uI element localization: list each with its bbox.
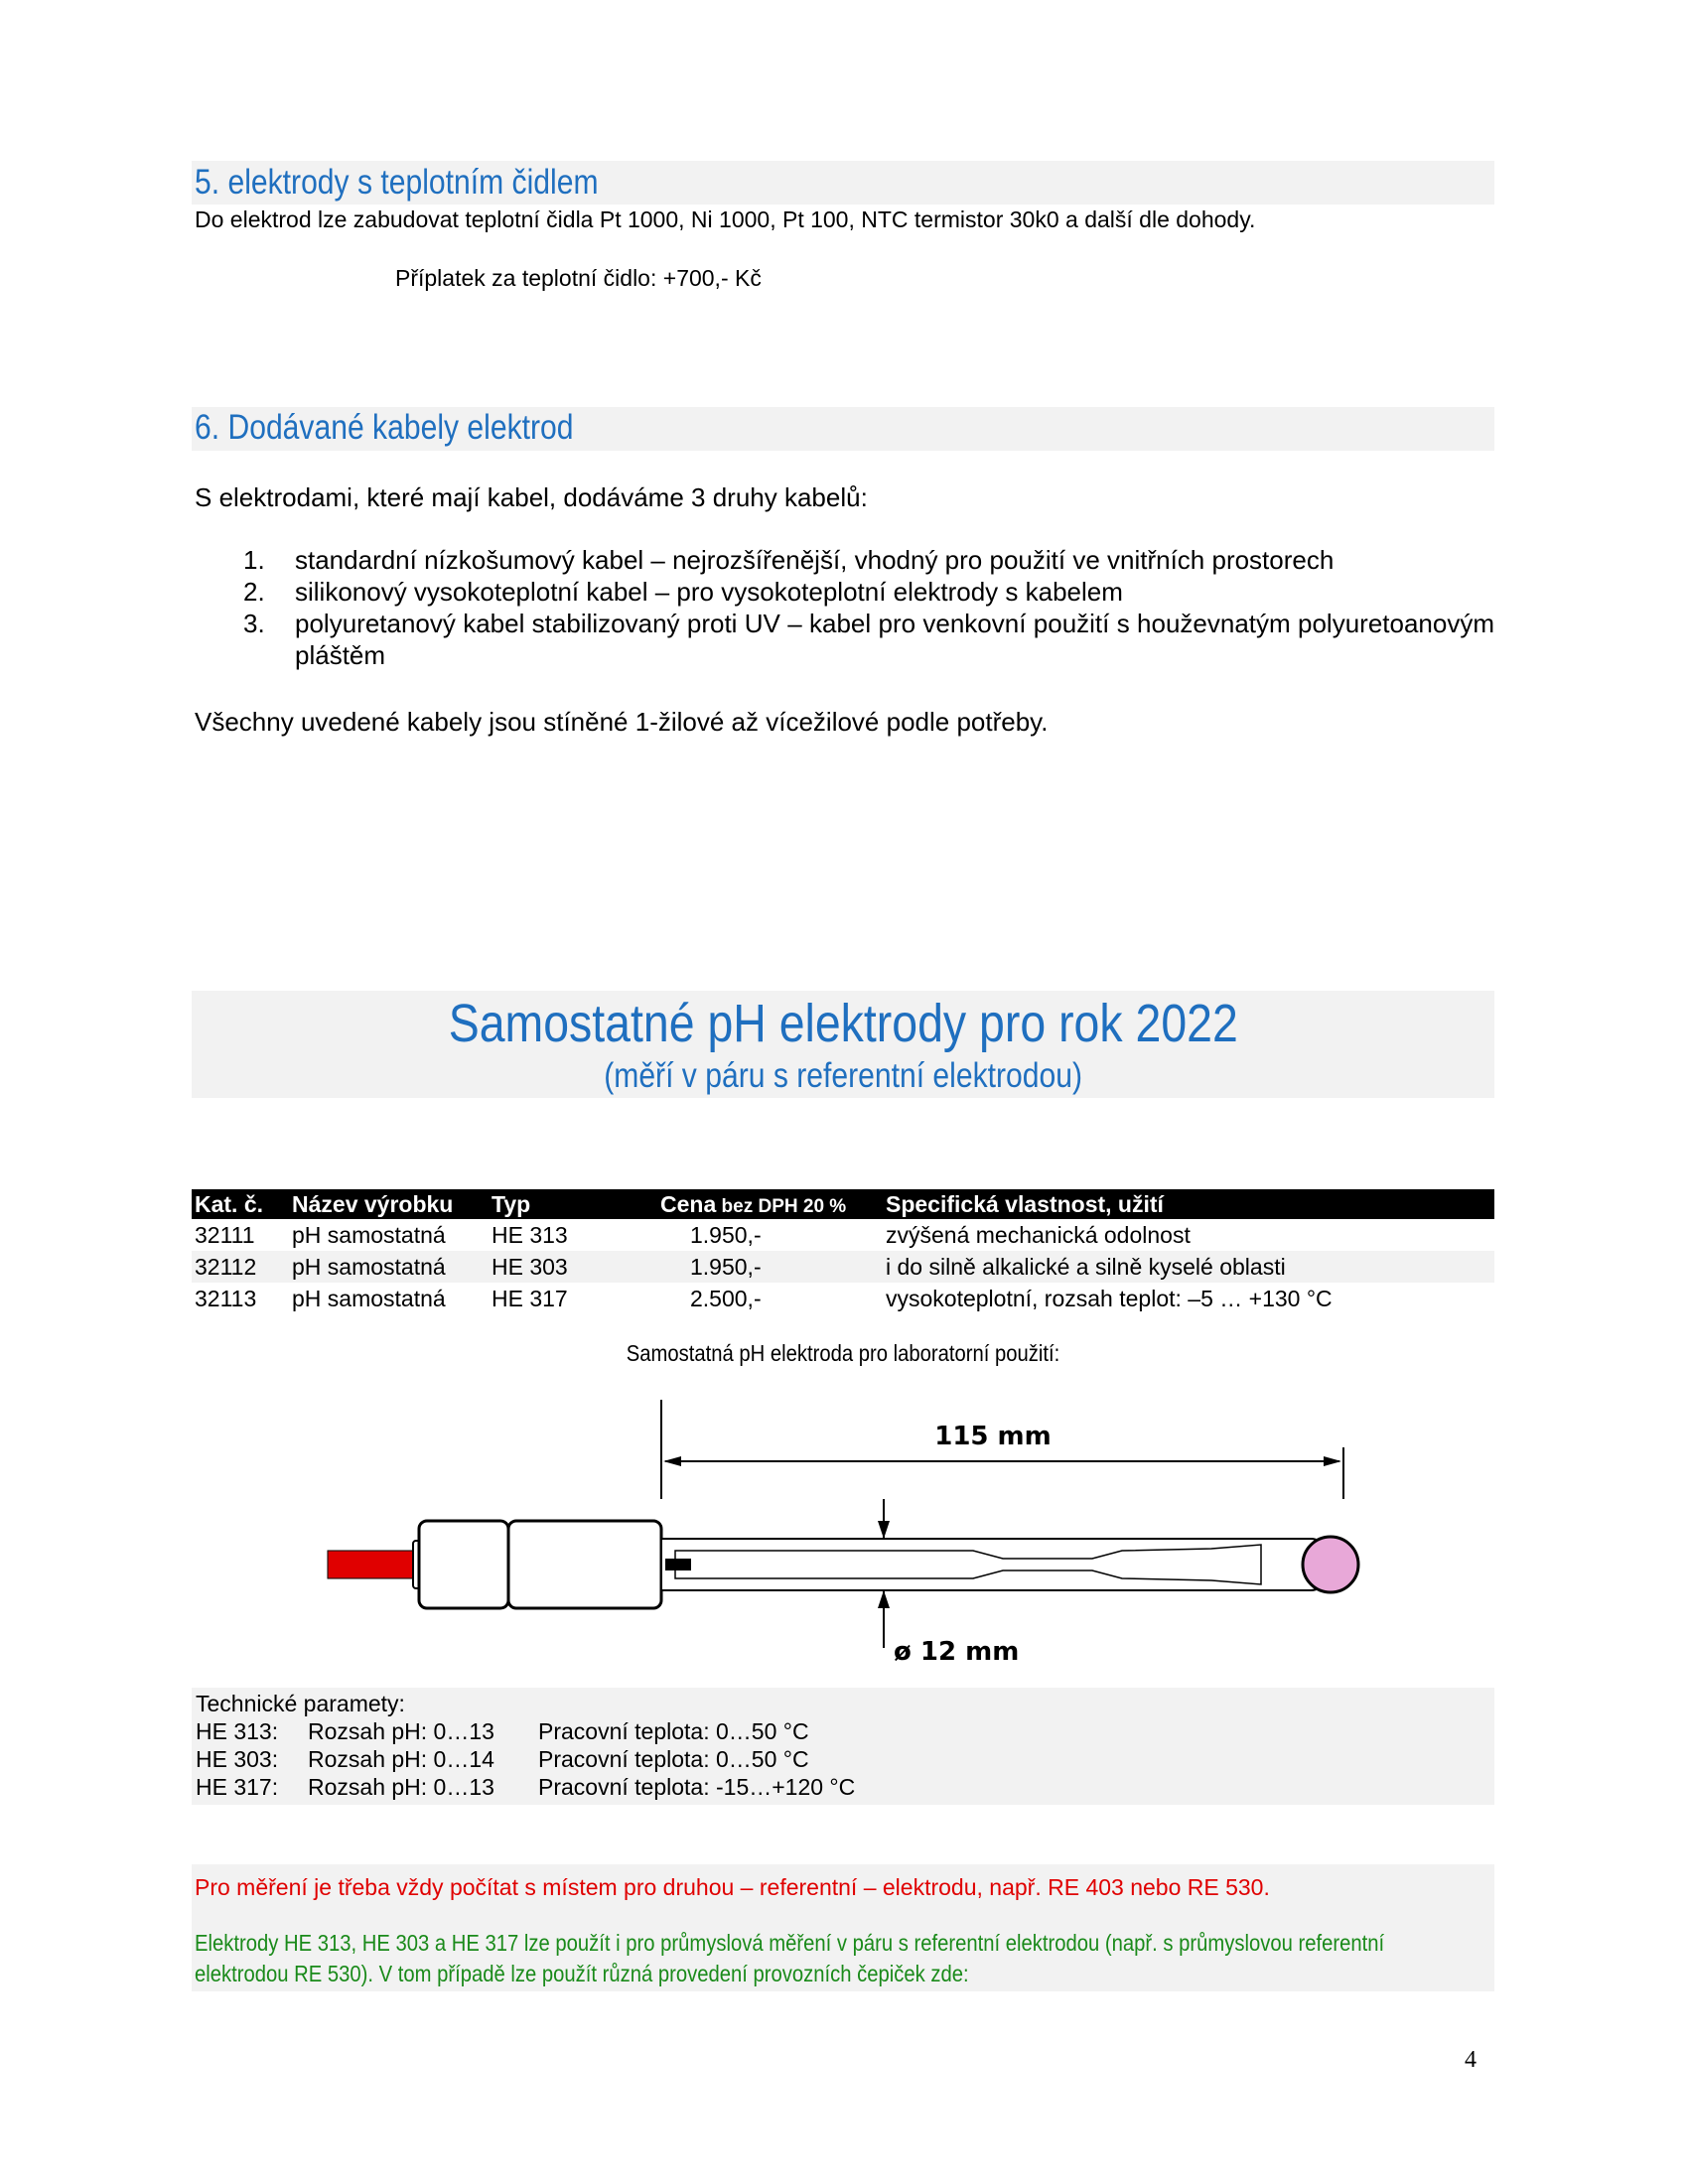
dimension-arrow-right [1324,1456,1341,1466]
product-table [192,1189,1494,1314]
electrode-shaft [661,1539,1323,1590]
diagram-caption-wrap [192,1340,1494,1367]
tech-row: HE 317: Rozsah pH: 0…13 Pracovní teplota: -15…+120 °C [196,1774,856,1800]
diagram-caption: Samostatná pH elektroda pro laboratorní použití: [626,1340,1060,1366]
table-header-row [192,1189,1494,1219]
tech-row: HE 303: Rozsah pH: 0…14 Pracovní teplota: 0…50 °C [196,1746,809,1772]
col-header-spec: Specifická vlastnost, užití [886,1189,1494,1219]
diameter-arrowhead-top [878,1521,890,1539]
tech-heading: Technické paramety: [196,1691,405,1716]
tech-row: HE 313: Rozsah pH: 0…13 Pracovní teplota: 0…50 °C [196,1718,809,1744]
cable-list [192,544,1494,671]
tech-params [192,1688,1494,1805]
list-item: 3. polyuretanový kabel stabilizovaný proti UV – kabel pro venkovní použití s houževnatým polyuretoanovým pláštěm [243,609,1494,670]
page-subtitle: (měří v páru s referentní elektrodou) [604,1056,1082,1095]
diameter-arrowhead-bottom [878,1590,890,1608]
list-item: 2. silikonový vysokoteplotní kabel – pro vysokoteplotní elektrody s kabelem [243,577,1123,607]
col-header-name: Název výrobku [292,1189,492,1219]
note-red: Pro měření je třeba vždy počítat s místem pro druhou – referentní – elektrodu, např. RE 403 nebo RE 530. [195,1874,1270,1900]
col-header-price: Cena bez DPH 20 % [640,1189,886,1219]
col-header-cat: Kat. č. [192,1189,292,1219]
note-green: Elektrody HE 313, HE 303 a HE 317 lze použít i pro průmyslová měření v páru s referentní elektrodou (např. s průmyslovou referentní elektrodou RE 530). V tom případě lze použít různá provedení provozních čepiček zde: [195,1930,1385,1986]
section5-text: Do elektrod lze zabudovat teplotní čidla Pt 1000, Ni 1000, Pt 100, NTC termistor 30k0 a další dle dohody. [195,206,1256,232]
table-row: 32111 pH samostatná HE 313 1.950,- zvýšená mechanická odolnost [195,1221,1191,1248]
cables-outro: Všechny uvedené kabely jsou stíněné 1-žilové až vícežilové podle potřeby. [195,707,1049,737]
length-label: 115 mm [934,1422,1052,1451]
note-green-wrap [195,1928,1485,1989]
section6-heading: 6. Dodávané kabely elektrod [195,408,574,447]
dimension-arrow-left [663,1456,681,1466]
page-title: Samostatné pH elektrody pro rok 2022 [448,994,1238,1053]
section5-heading: 5. elektrody s teplotním čidlem [195,163,599,202]
list-item: 1. standardní nízkošumový kabel – nejrozšířenější, vhodný pro použití ve vnitřních prostorech [243,545,1335,575]
electrode-head [419,1521,508,1608]
inner-contact [665,1559,691,1570]
col-header-type: Typ [492,1189,640,1219]
electrode-head-body [508,1521,661,1608]
page-subtitle-wrap [192,1056,1494,1096]
cables-intro: S elektrodami, které mají kabel, dodáváme 3 druhy kabelů: [195,482,868,512]
page-title-wrap [192,993,1494,1054]
glass-bulb [1303,1537,1358,1592]
page-number: 4 [1465,2047,1477,2073]
table-row: 32112 pH samostatná HE 303 1.950,- i do silně alkalické a silně kyselé oblasti [192,1251,1494,1283]
table-row: 32113 pH samostatná HE 317 2.500,- vysokoteplotní, rozsah teplot: –5 … +130 °C [195,1285,1333,1311]
electrode-diagram [318,1400,1370,1678]
sensor-surcharge: Příplatek za teplotní čidlo: +700,- Kč [395,265,762,291]
red-cable [328,1551,417,1578]
diameter-label: ø 12 mm [894,1637,1020,1667]
